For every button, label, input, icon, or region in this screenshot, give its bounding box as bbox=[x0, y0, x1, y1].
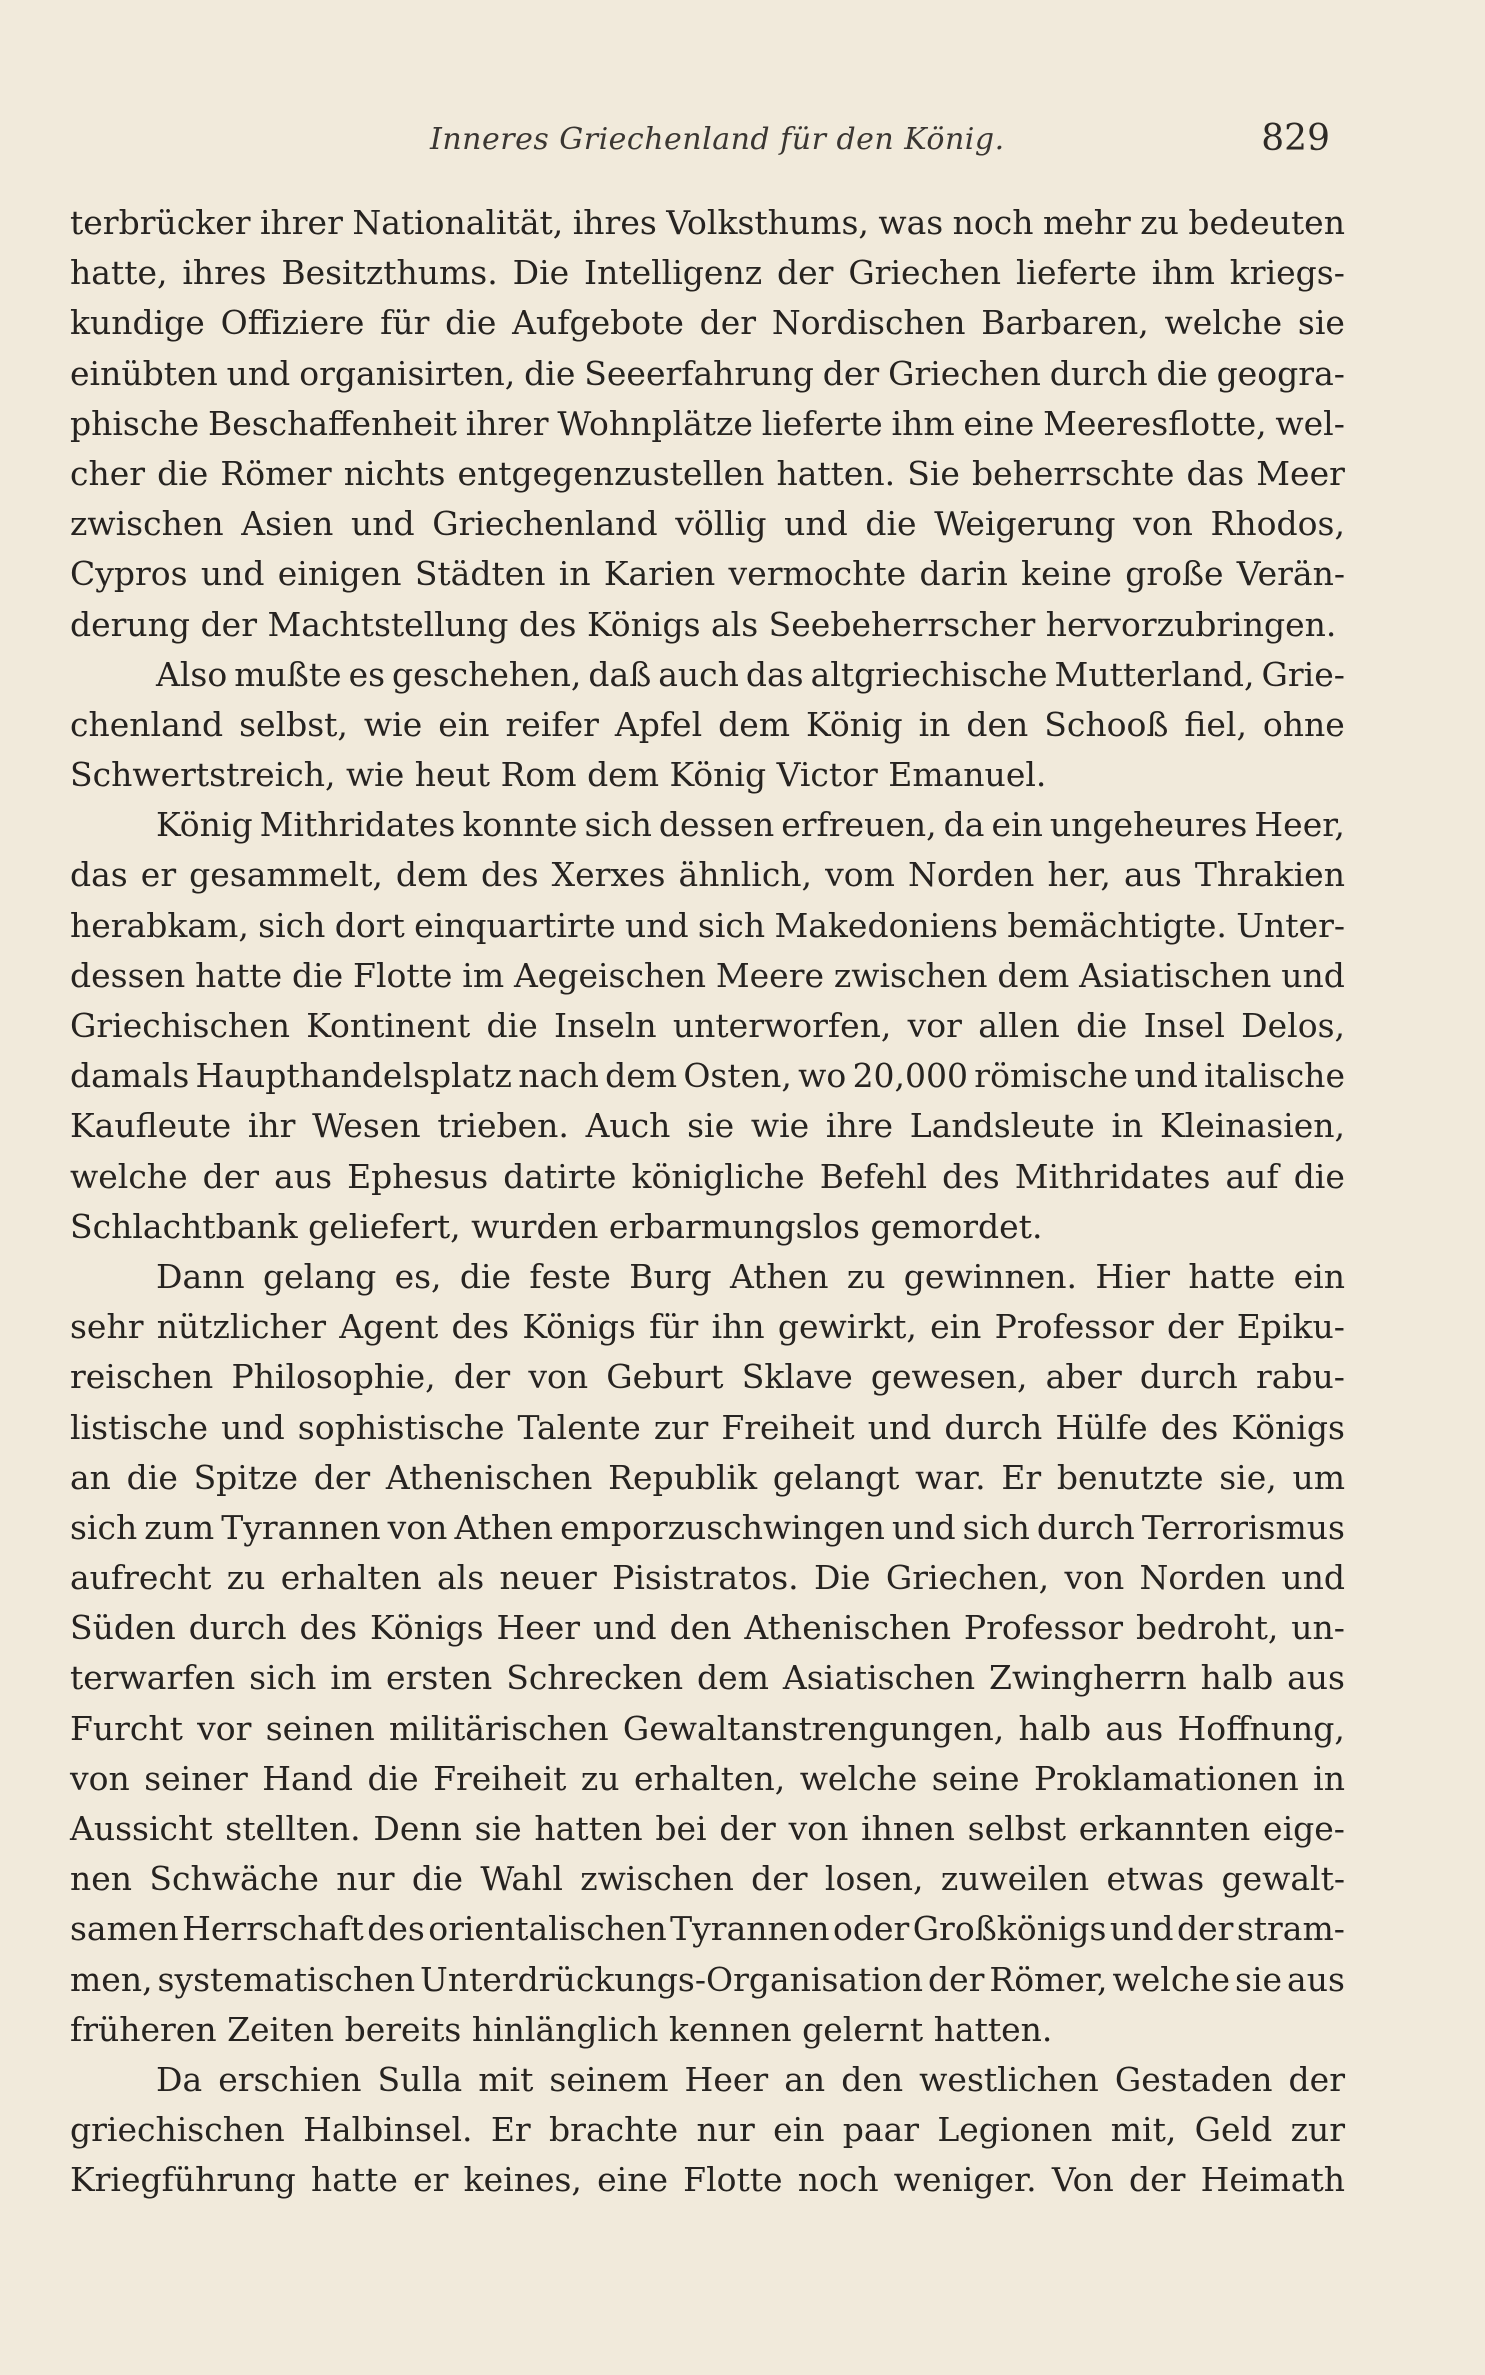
text-line: welche der aus Ephesus datirte königliche Befehl des Mithridates auf die bbox=[70, 1156, 1345, 1196]
text-line: listische und sophistische Talente zur Freiheit und durch Hülfe des Königs bbox=[70, 1407, 1345, 1447]
page-number: 829 bbox=[1261, 118, 1330, 159]
text-line: men, systematischen Unterdrückungs-Organisation der Römer, welche sie aus bbox=[70, 1959, 1345, 1999]
text-line: griechischen Halbinsel. Er brachte nur ein paar Legionen mit, Geld zur bbox=[70, 2110, 1345, 2150]
text-line: an die Spitze der Athenischen Republik gelangt war. Er benutzte sie, um bbox=[70, 1457, 1345, 1497]
text-line: hatte, ihres Besitzthums. Die Intelligenz der Griechen lieferte ihm kriegs- bbox=[70, 253, 1345, 293]
text-line: das er gesammelt, dem des Xerxes ähnlich, vom Norden her, aus Thrakien bbox=[70, 855, 1345, 895]
text-line: terwarfen sich im ersten Schrecken dem Asiatischen Zwingherrn halb aus bbox=[70, 1658, 1345, 1698]
text-line: samen Herrschaft des orientalischen Tyrannen oder Großkönigs und der stram- bbox=[70, 1909, 1345, 1949]
text-line: phische Beschaffenheit ihrer Wohnplätze lieferte ihm eine Meeresflotte, wel- bbox=[70, 403, 1345, 443]
text-line: aufrecht zu erhalten als neuer Pisistratos. Die Griechen, von Norden und bbox=[70, 1558, 1345, 1598]
text-line: kundige Offiziere für die Aufgebote der Nordischen Barbaren, welche sie bbox=[70, 303, 1345, 343]
text-line: König Mithridates konnte sich dessen erfreuen, da ein ungeheures Heer, bbox=[156, 805, 1345, 845]
text-line: cher die Römer nichts entgegenzustellen hatten. Sie beherrschte das Meer bbox=[70, 453, 1345, 493]
text-line: sehr nützlicher Agent des Königs für ihn gewirkt, ein Professor der Epiku- bbox=[70, 1307, 1345, 1347]
text-line: früheren Zeiten bereits hinlänglich kennen gelernt hatten. bbox=[70, 2009, 1053, 2049]
text-line: nen Schwäche nur die Wahl zwischen der losen, zuweilen etwas gewalt- bbox=[70, 1859, 1345, 1899]
text-line: Cypros und einigen Städten in Karien vermochte darin keine große Verän- bbox=[70, 554, 1345, 594]
text-line: herabkam, sich dort einquartirte und sich Makedoniens bemächtigte. Unter- bbox=[70, 905, 1345, 945]
page-header bbox=[70, 118, 1330, 178]
text-line: dessen hatte die Flotte im Aegeischen Meere zwischen dem Asiatischen und bbox=[70, 955, 1345, 995]
text-line: Furcht vor seinen militärischen Gewaltanstrengungen, halb aus Hoffnung, bbox=[70, 1708, 1345, 1748]
body-text bbox=[70, 198, 1345, 2206]
text-line: einübten und organisirten, die Seeerfahrung der Griechen durch die geogra- bbox=[70, 353, 1345, 393]
text-line: Süden durch des Königs Heer und den Athenischen Professor bedroht, un- bbox=[70, 1608, 1345, 1648]
text-line: chenland selbst, wie ein reifer Apfel dem König in den Schooß fiel, ohne bbox=[70, 704, 1345, 744]
text-line: Kriegführung hatte er keines, eine Flotte noch weniger. Von der Heimath bbox=[70, 2160, 1345, 2200]
text-line: Schwertstreich, wie heut Rom dem König Victor Emanuel. bbox=[70, 755, 1047, 795]
text-line: Also mußte es geschehen, daß auch das altgriechische Mutterland, Grie- bbox=[156, 654, 1345, 694]
text-line: Da erschien Sulla mit seinem Heer an den westlichen Gestaden der bbox=[156, 2059, 1345, 2099]
text-line: Aussicht stellten. Denn sie hatten bei der von ihnen selbst erkannten eige- bbox=[70, 1809, 1345, 1848]
text-line: reischen Philosophie, der von Geburt Sklave gewesen, aber durch rabu- bbox=[70, 1357, 1345, 1397]
text-line: derung der Machtstellung des Königs als Seebeherrscher hervorzubringen. bbox=[70, 604, 1337, 644]
text-line: Dann gelang es, die feste Burg Athen zu gewinnen. Hier hatte ein bbox=[156, 1256, 1345, 1296]
text-line: zwischen Asien und Griechenland völlig und die Weigerung von Rhodos, bbox=[70, 504, 1345, 544]
running-head: Inneres Griechenland für den König. bbox=[430, 122, 1005, 157]
text-line: damals Haupthandelsplatz nach dem Osten, wo 20,000 römische und italische bbox=[70, 1056, 1345, 1096]
text-line: von seiner Hand die Freiheit zu erhalten, welche seine Proklamationen in bbox=[70, 1758, 1345, 1798]
text-line: Kaufleute ihr Wesen trieben. Auch sie wie ihre Landsleute in Kleinasien, bbox=[70, 1106, 1345, 1146]
text-line: Griechischen Kontinent die Inseln unterworfen, vor allen die Insel Delos, bbox=[70, 1006, 1345, 1045]
text-line: Schlachtbank geliefert, wurden erbarmungslos gemordet. bbox=[70, 1206, 1043, 1246]
text-line: sich zum Tyrannen von Athen emporzuschwingen und sich durch Terrorismus bbox=[70, 1507, 1345, 1547]
text-line: terbrücker ihrer Nationalität, ihres Volksthums, was noch mehr zu bedeuten bbox=[70, 203, 1345, 242]
